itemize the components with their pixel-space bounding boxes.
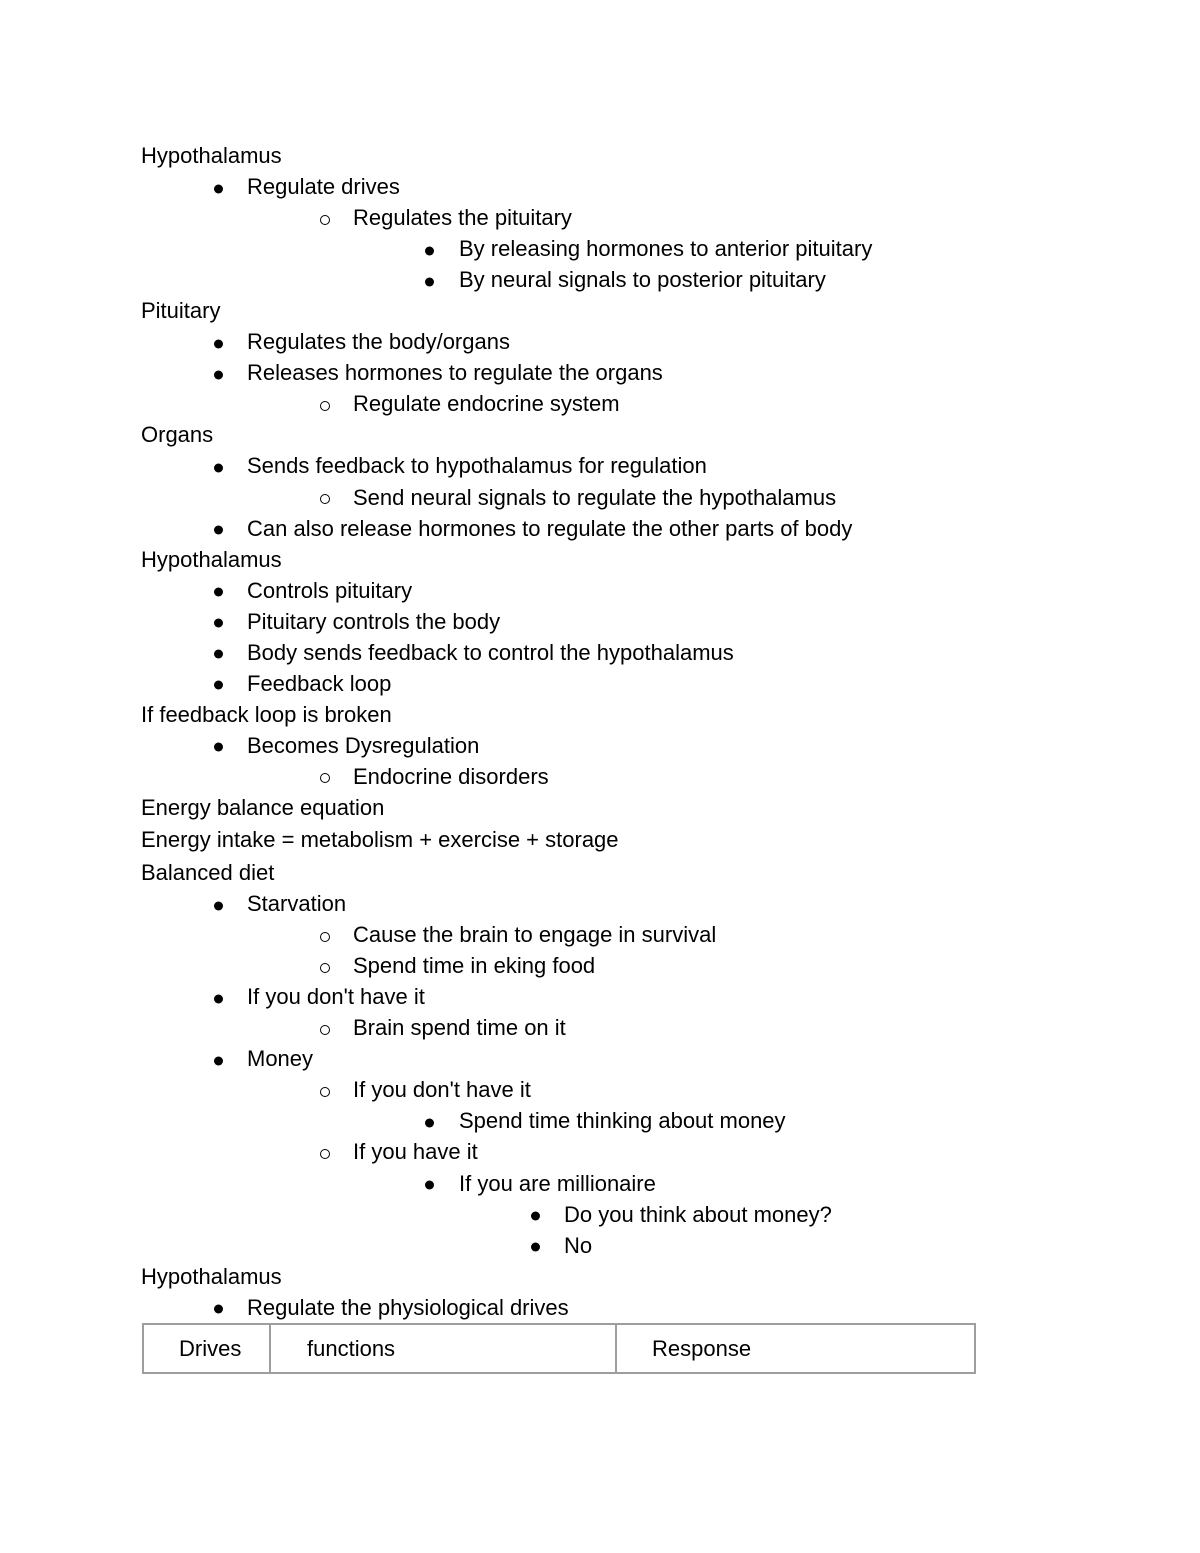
list-item: Regulate drives — [141, 171, 1041, 202]
list-item: By releasing hormones to anterior pituitary — [141, 233, 1041, 264]
bullet-icon — [214, 650, 223, 659]
notes-body — [141, 140, 1041, 1323]
hollow-bullet-icon — [320, 1087, 330, 1097]
hollow-bullet-icon — [320, 215, 330, 225]
drives-table — [142, 1323, 976, 1374]
list-item: Regulate the physiological drives — [141, 1292, 1041, 1323]
bullet-icon — [214, 526, 223, 535]
bullet-icon — [425, 1118, 434, 1127]
bullet-icon — [425, 1181, 434, 1190]
bullet-icon — [214, 1305, 223, 1314]
bullet-icon — [214, 184, 223, 193]
heading-line: Energy balance equation — [141, 794, 385, 820]
list-item: Releases hormones to regulate the organs — [141, 357, 1041, 388]
heading-line: Balanced diet — [141, 860, 275, 886]
list-item: Starvation — [141, 888, 1041, 919]
hollow-bullet-icon — [320, 401, 330, 411]
list-item: Endocrine disorders — [141, 761, 1041, 792]
bullet-icon — [214, 463, 223, 472]
hollow-bullet-icon — [320, 932, 330, 942]
list-item: If you don't have it — [141, 981, 1041, 1012]
heading-line: Hypothalamus — [141, 546, 282, 572]
list-item: Do you think about money? — [141, 1199, 1041, 1230]
list-item: Spend time thinking about money — [141, 1105, 1041, 1136]
list-item: Money — [141, 1043, 1041, 1074]
hollow-bullet-icon — [320, 1149, 330, 1159]
list-item: Brain spend time on it — [141, 1012, 1041, 1043]
list-item: Can also release hormones to regulate the other parts of body — [141, 513, 1041, 544]
bullet-icon — [214, 370, 223, 379]
list-item: No — [141, 1230, 1041, 1261]
heading-line: Hypothalamus — [141, 1263, 282, 1289]
table-header-row — [143, 1324, 975, 1373]
heading-line: Organs — [141, 422, 214, 448]
list-item: Spend time in eking food — [141, 950, 1041, 981]
table-header-cell: Drives — [143, 1324, 270, 1373]
bullet-icon — [214, 1056, 223, 1065]
list-item: Cause the brain to engage in survival — [141, 919, 1041, 950]
bullet-icon — [214, 994, 223, 1003]
list-item: Body sends feedback to control the hypothalamus — [141, 637, 1041, 668]
heading-line: Hypothalamus — [141, 143, 282, 168]
table-header-cell: Response — [616, 1324, 975, 1373]
list-item: Controls pituitary — [141, 575, 1041, 606]
list-item: Becomes Dysregulation — [141, 730, 1041, 761]
bullet-icon — [214, 619, 223, 628]
equation-line: Energy intake = metabolism + exercise + storage — [141, 827, 619, 853]
bullet-icon — [425, 277, 434, 286]
hollow-bullet-icon — [320, 494, 330, 504]
list-item: Send neural signals to regulate the hypothalamus — [141, 482, 1041, 513]
hollow-bullet-icon — [320, 773, 330, 783]
heading-line: Pituitary — [141, 298, 221, 324]
table-header-cell: functions — [270, 1324, 616, 1373]
list-item: If you don't have it — [141, 1074, 1041, 1105]
list-item: By neural signals to posterior pituitary — [141, 264, 1041, 295]
bullet-icon — [531, 1212, 540, 1221]
bullet-icon — [214, 588, 223, 597]
list-item: Regulates the body/organs — [141, 326, 1041, 357]
bullet-icon — [214, 743, 223, 752]
list-item: Regulate endocrine system — [141, 388, 1041, 419]
hollow-bullet-icon — [320, 963, 330, 973]
list-item: If you have it — [141, 1136, 1041, 1167]
bullet-icon — [214, 901, 223, 910]
hollow-bullet-icon — [320, 1025, 330, 1035]
bullet-icon — [214, 681, 223, 690]
heading-line: If feedback loop is broken — [141, 701, 392, 727]
bullet-icon — [425, 246, 434, 255]
list-item: If you are millionaire — [141, 1168, 1041, 1199]
list-item: Regulates the pituitary — [141, 202, 1041, 233]
bullet-icon — [214, 339, 223, 348]
list-item: Pituitary controls the body — [141, 606, 1041, 637]
list-item: Feedback loop — [141, 668, 1041, 699]
bullet-icon — [531, 1243, 540, 1252]
list-item: Sends feedback to hypothalamus for regulation — [141, 450, 1041, 481]
